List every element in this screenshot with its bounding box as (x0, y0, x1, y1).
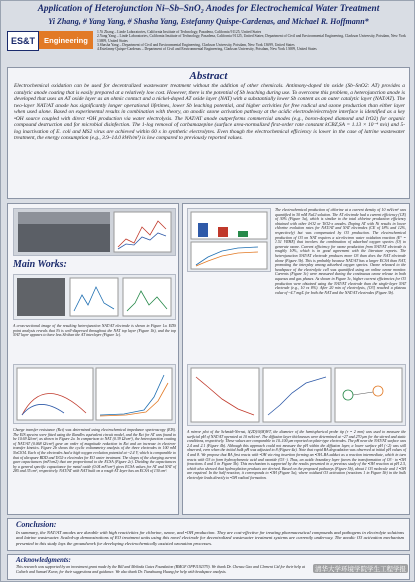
figure-3-plots (188, 209, 270, 271)
affiliations (97, 30, 410, 51)
figure-1-panels (13, 274, 176, 320)
abstract-box (7, 67, 410, 199)
abstract-text: Electrochemical oxidation can be used for decentralized wastewater treatment without the addition of other chemicals. Antimony-doped tin oxide (Sb–SnO2: AT) provides a catalytic anode coating that is easily prepared at a relatively low cost. However, there is the potential of Sb leaching during use. To overcome this problem, a heterojunction anode is developed that uses an AT oxide layer as an ohmic contact and a nickel-doped AT oxide layer (NAT) with a substantially lower Sb content as an outer catalytic layer (NAT/AT). The two-layer NAT/AT anode has significantly longer operational lifetimes, lower Sb leaching potential, and higher activities for free radical and ozone production than either layer when used alone. Based on experimental results in combination with theory, an anodic ozone activation pathway at the acidic electrode/electrolyte interface is identified as a key •OH source coupled with direct •OH production via water electrolysis. The NAT/AT anode outperforms commercial anodes (e.g., boron-doped diamond and IrO2) for organic compound destruction and for microbial disinfection. The 1-log removal of carbamazepine (surface area-normalized first-order rate constant kCBZ,SA = 1.13 × 10⁻⁴ m/s) and 5-log inactivation of E. coli and MS2 virus are achieved within 60 s in synthetic electrolytes. Even though the electrochemical efficiency is lower in the case of latrine wastewater treatment, the energy consumption (e.g., 3.9–14.0 kWh/m³) is low compared to previously reported values. (14, 83, 405, 142)
affiliation-2: 2.Yang Yang – Linde Laboratories, California Institute of Technology, Pasadena, California 91125, United States; Department of Civil and Environmental Engineering, Clarkson University, Potsdam, New York 13699, United States (97, 34, 406, 43)
acknowledgments-text: This research was supported by an investment grant made by the Bill and Melinda Gates Foundation (BMGF OPP1192379). We thank Dr. Chenxu Gao and Clement Cid for their help at Caltech and Samuel Kwon, for their suggestions and guidance. We also thank Dr. Tianshuang Huang for help with headspace analysis. (16, 565, 305, 574)
results-box (182, 203, 410, 515)
main-works-caption-2: Charge transfer resistance (Rct) was determined using electrochemical impedance spectroscopy (EIS). The EIS spectra were fitted using the Randles equivalent circuit model, and the Rct for AT was found to be 10.69 Ω/cm², as shown in Figure 2a. In comparison to NAT (0.39 Ω/cm²), the heterojunction coating of NAT/AT (0.068 Ω/cm²) gave an order of magnitude reduction in Rct and an increase in electron-transfer kinetics. Figure 2b shows the cyclic voltammetry analysis of the three electrodes in 100 mM NaClO4. Each of the electrodes had a high oxygen evolution potential at ~2.4 V, which is comparable to that of ultrapure BDD and TiO2-x electrodes for EO water treatment. The slopes of the charging current gave capacitances (mF/cm2) that are proportional to the ECSA (Figure 2c). Dividing the capacitances by a general specific capacitance for metal oxide (0.04 mF/cm²) gives ECSA values for AT and NAT of 285 and 35 cm², respectively. NAT/AT with NAT built on a rough AT layer has an ECSA of 130 cm². (13, 428, 176, 474)
results-caption-2: A mirror plot of the Schmidt-Nernst, δ(2D)/δ(M)WT, the diameter of the hemispherical probe tip (r = 2 mm) was used to measure the surficial pH of NAT/AT operated at 10 mA/cm². The diffusion layer thicknesses were determined at ~27 and 270 μm for the stirred and static conditions, respectively. These values are comparable to 10–100 μm reported on plate-type electrodes. The pH near the NAT/AT surface was 2.4 and 2.1 (Figure 4b). Although this approach could not measure the pH within the diffusion layer, a lower surface pH (<2) was still observed, even when the initial bulk pH was adjusted to 8 (Figure 4a). Note that rapid BA degradation was observed at initial pH values of 4 and 8. We propose that BA first reacts with •OH via ring insertion forming an •OH–BA adduct as a reaction intermediate, which in turn reacts with O3 to form hydroxybenzoic acid and ozonide (O3⁻). Thus, an acidic boundary layer favors the transformation of O3⁻ to •OH (reactions 4 and 5 in Figure 5b). This mechanism is supported by the results presented in a previous study of the •OH reaction at pH 2.5, which also showed that hydroxylation products are derived. Based on the proposed pathways (Figure 5b), about 1 O3 molecule and 1 •OH are required. In the half-reaction, it corresponds to •OH (Figure 5a), where oxidized O3 activation (reactions 1 in Figure 5b) in the bulk electrolyte leads directly to •OH radical formation. (187, 430, 406, 480)
conclusion-heading: Conclusion: (16, 520, 57, 529)
figure-2-eis-cv (13, 364, 176, 424)
affiliation-3: 3.Shasha Yang – Department of Civil and Environmental Engineering, Clarkson University, Potsdam, New York 13699, United States (97, 42, 295, 47)
figure-1-sem-image (13, 208, 176, 256)
conclusion-text: In summary, the NAT/AT anodes are durable with high reactivities for chlorine, ozone, and •OH production. They are cost-effective for treating pharmaceutical compounds and pathogens in electrolyte solutions and latrine wastewater. Scaled-up demonstrations of EO treatment units using this novel electrode for decentralized wastewater treatment systems are currently underway. The anodic O3 activation mechanism presented in this study lays the groundwork for developing electrochemically assisted ozonation processes. (16, 530, 404, 546)
engineering-logo: Engineering (39, 31, 93, 49)
conclusion-box (7, 518, 410, 551)
figure-3-chlorine-ozone (187, 208, 271, 272)
figure-4-surface-ph (187, 364, 406, 426)
affiliation-4: 4.Estefanny Quispe-Cardenas – Department of Civil and Environmental Engineering, Clarkson University, Potsdam, New York 13699, United States (97, 47, 317, 52)
affiliation-1: 1.Yi Zhang – Linde Laboratories, California Institute of Technology, Pasadena, California 91125, United States (97, 30, 262, 34)
figure-2-plots (14, 365, 175, 423)
est-logo: ES&T (7, 31, 39, 51)
poster-title: Application of Heterojunction Ni–Sb–SnO₂ Anodes for Electrochemical Water Treatment (37, 4, 380, 14)
main-works-heading: Main Works: (13, 259, 67, 270)
acknowledgments-heading: Acknowledgments: (16, 556, 71, 564)
results-caption-1: The electrochemical production of chlorine at a current density of 10 mA/cm² was quantified in 30 mM NaCl solution. The AT electrode had a current efficiency (CE) of 30% (Figure 3a), which is similar to the total chlorine production efficiency obtained with other IrO2 or TiO2-x anodes. Doping AT with Ni results in lower chlorine evolution rates for NAT/AT and NAT electrodes (CE of 18% and 12%, respectively) but was compensated by O3 production. The electrochemical production of O3 on NAT requires a six-electron water oxidation reaction (E° = 1.51 VRHE) that involves the combination of adsorbed oxygen species (O) to generate ozone. Current efficiency for ozone production from NAT/AT electrode is roughly 10%, which is in good agreement with the literature reports. The heterojunction NAT/AT electrode produces more O3 than does the NAT electrode alone (Figure 3b). This is probably because NAT/AT has a larger ECSA than NAT, promoting the interplay among adsorbed oxygen species. Ozone released to the headspace of the electrolytic cell was quantified using an online ozone monitor. Currents (Figure 3c) were measured during the continuous ozone release in both aqueous and gas phases. As shown in Figure 3c, higher current efficiencies for O3 production were obtained using the NAT/AT electrode than the single-layer NAT electrode (e.g., 10 vs 8%). After 20 min of electrolysis, [O3] reached a plateau value of ~4.7 mg/L for both the NAT and the NAT/AT electrodes (Figure 3b). (275, 208, 406, 295)
watermark: 清华大学环境学院学生工程学报 (315, 565, 406, 573)
main-works-caption-1: A cross-sectional image of the resulting heterojunction NAT/AT electrode is shown in Figure 1a. EDS point analysis reveals that Ni is well-dispersed throughout the NAT top layer (Figure 1b), and the top NAT layer appears to have less Sb than the AT interlayer (Figure 1c). (13, 324, 176, 338)
figure-4-plots (188, 365, 405, 425)
abstract-heading: Abstract (189, 70, 228, 82)
figure-1-plots (14, 275, 175, 319)
main-works-box (7, 203, 179, 515)
poster-authors: Yi Zhang, # Yang Yang, # Shasha Yang, Estefanny Quispe-Cardenas, and Michael R. Hoffmann* (48, 17, 369, 26)
sem-micrograph (14, 209, 175, 255)
